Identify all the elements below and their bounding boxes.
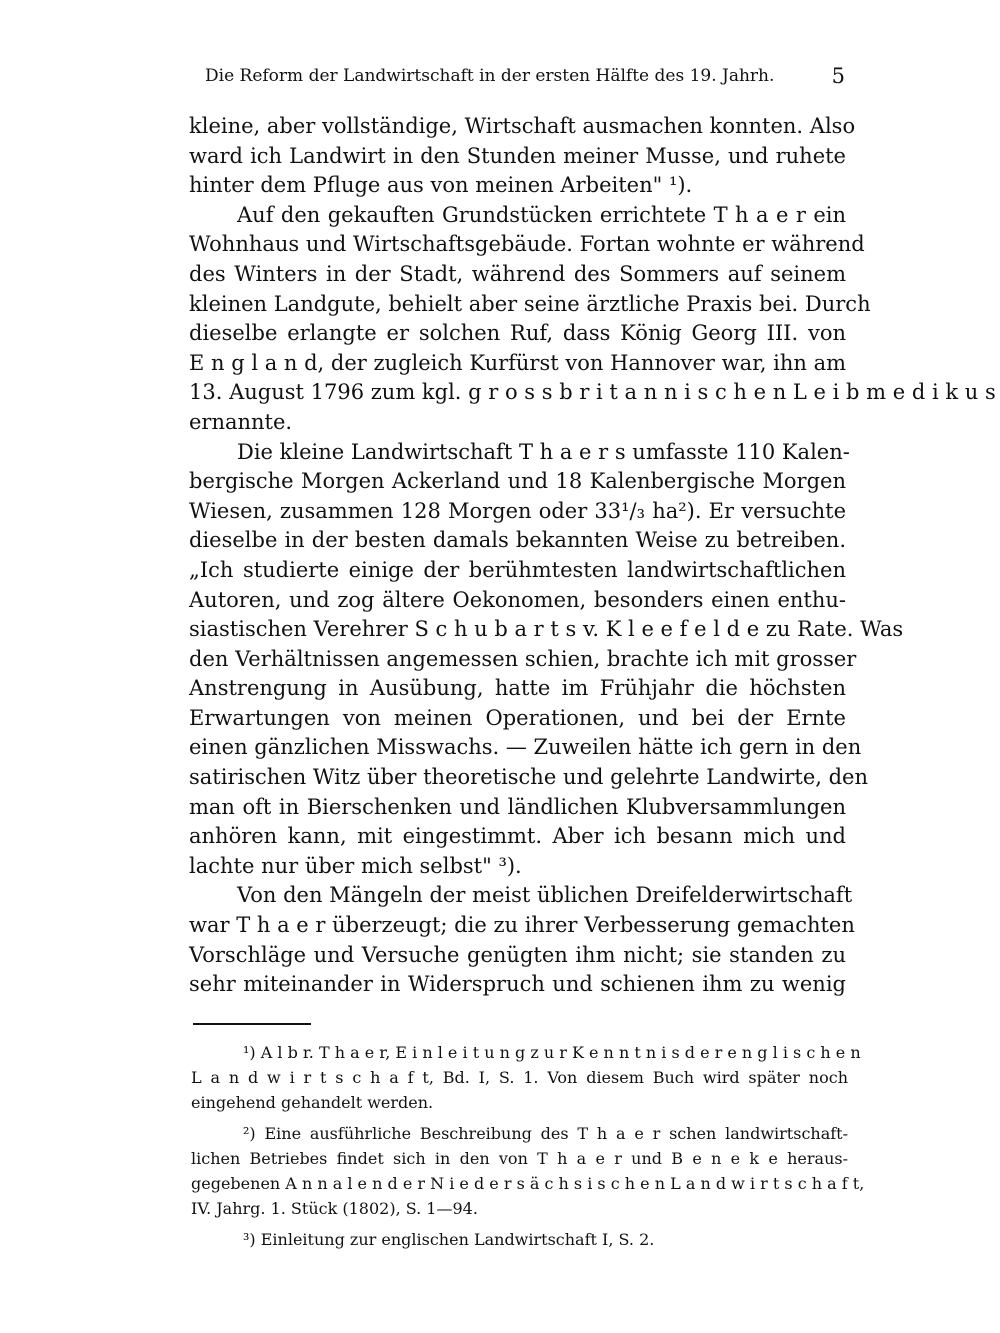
text-line: dieselbe erlangte er solchen Ruf, dass König Georg III. von (189, 321, 846, 346)
text-line: einen gänzlichen Misswachs. — Zuweilen hätte ich gern in den (189, 735, 862, 760)
running-head-title: Die Reform der Landwirtschaft in der ersten Hälfte des 19. Jahrh. (205, 66, 775, 86)
footnote-line: gegebenen A n n a l e n d e r N i e d e r s ä c h s i s c h e n L a n d w i r t s c h a f t, (191, 1174, 865, 1193)
text-line: Autoren, und zog ältere Oekonomen, besonders einen enthu- (189, 587, 846, 612)
text-line: anhören kann, mit eingestimmt. Aber ich besann mich und (189, 824, 846, 849)
text-line: E n g l a n d, der zugleich Kurfürst von Hannover war, ihn am (189, 350, 847, 375)
text-line: den Verhältnissen angemessen schien, brachte ich mit grosser (189, 646, 857, 671)
text-line: war T h a e r überzeugt; die zu ihrer Verbesserung gemachten (189, 913, 855, 938)
text-line: dieselbe in der besten damals bekannten Weise zu betreiben. (189, 528, 846, 553)
text-line: Anstrengung in Ausübung, hatte im Frühjahr die höchsten (189, 676, 846, 701)
text-line: bergische Morgen Ackerland und 18 Kalenbergische Morgen (189, 469, 846, 494)
footnote-line: IV. Jahrg. 1. Stück (1802), S. 1—94. (191, 1199, 478, 1218)
text-line: Wiesen, zusammen 128 Morgen oder 33¹/₃ ha²). Er versuchte (189, 498, 846, 523)
text-line: sehr miteinander in Widerspruch und schienen ihm zu wenig (189, 972, 846, 997)
text-line: kleinen Landgute, behielt aber seine ärztliche Praxis bei. Durch (189, 291, 871, 316)
footnote-line: lichen Betriebes findet sich in den von T h a e r und B e n e k e heraus- (191, 1149, 848, 1168)
text-line: Auf den gekauften Grundstücken errichtete T h a e r ein (237, 202, 846, 227)
text-line: Wohnhaus und Wirtschaftsgebäude. Fortan wohnte er während (189, 232, 865, 257)
text-line: ward ich Landwirt in den Stunden meiner Musse, und ruhete (189, 143, 846, 168)
body-text (189, 112, 996, 1000)
text-line: hinter dem Pfluge aus von meinen Arbeiten" ¹). (189, 173, 693, 198)
text-line: Von den Mängeln der meist üblichen Dreifelderwirtschaft (237, 883, 853, 908)
footnotes (191, 1040, 865, 1252)
text-line: Vorschläge und Versuche genügten ihm nicht; sie standen zu (189, 942, 846, 967)
footnote-line: eingehend gehandelt werden. (191, 1093, 434, 1112)
text-line: Erwartungen von meinen Operationen, und bei der Ernte (189, 705, 846, 730)
footnote-line: ¹) A l b r. T h a e r, E i n l e i t u n g z u r K e n n t n i s d e r e n g l i s c h e n (243, 1043, 861, 1062)
text-line: „Ich studierte einige der berühmtesten landwirtschaftlichen (189, 557, 846, 582)
footnote-3 (191, 1227, 848, 1252)
text-line: Die kleine Landwirtschaft T h a e r s umfasste 110 Kalen- (237, 439, 850, 464)
page-number: 5 (831, 64, 845, 88)
text-line: kleine, aber vollständige, Wirtschaft ausmachen konnten. Also (189, 114, 856, 138)
footnote-1 (191, 1040, 861, 1115)
text-line: ernannte. (189, 409, 293, 434)
footnote-line: L a n d w i r t s c h a f t, Bd. I, S. 1. Von diesem Buch wird später noch (191, 1068, 848, 1087)
footnote-2 (191, 1121, 865, 1221)
running-head (205, 62, 845, 90)
text-line: man oft in Bierschenken und ländlichen Klubversammlungen (189, 794, 846, 819)
footnote-line: ³) Einleitung zur englischen Landwirtschaft I, S. 2. (243, 1230, 655, 1249)
text-line: 13. August 1796 zum kgl. g r o s s b r i t a n n i s c h e n L e i b m e d i k u s (189, 380, 996, 405)
text-line: satirischen Witz über theoretische und gelehrte Landwirte, den (189, 765, 869, 790)
text-line: siastischen Verehrer S c h u b a r t s v. K l e e f e l d e zu Rate. Was (189, 617, 904, 642)
text-line: lachte nur über mich selbst" ³). (189, 853, 522, 878)
footnote-separator (193, 1023, 311, 1025)
text-line: des Winters in der Stadt, während des Sommers auf seinem (189, 261, 846, 286)
footnote-line: ²) Eine ausführliche Beschreibung des T h a e r schen landwirtschaft- (243, 1124, 848, 1143)
